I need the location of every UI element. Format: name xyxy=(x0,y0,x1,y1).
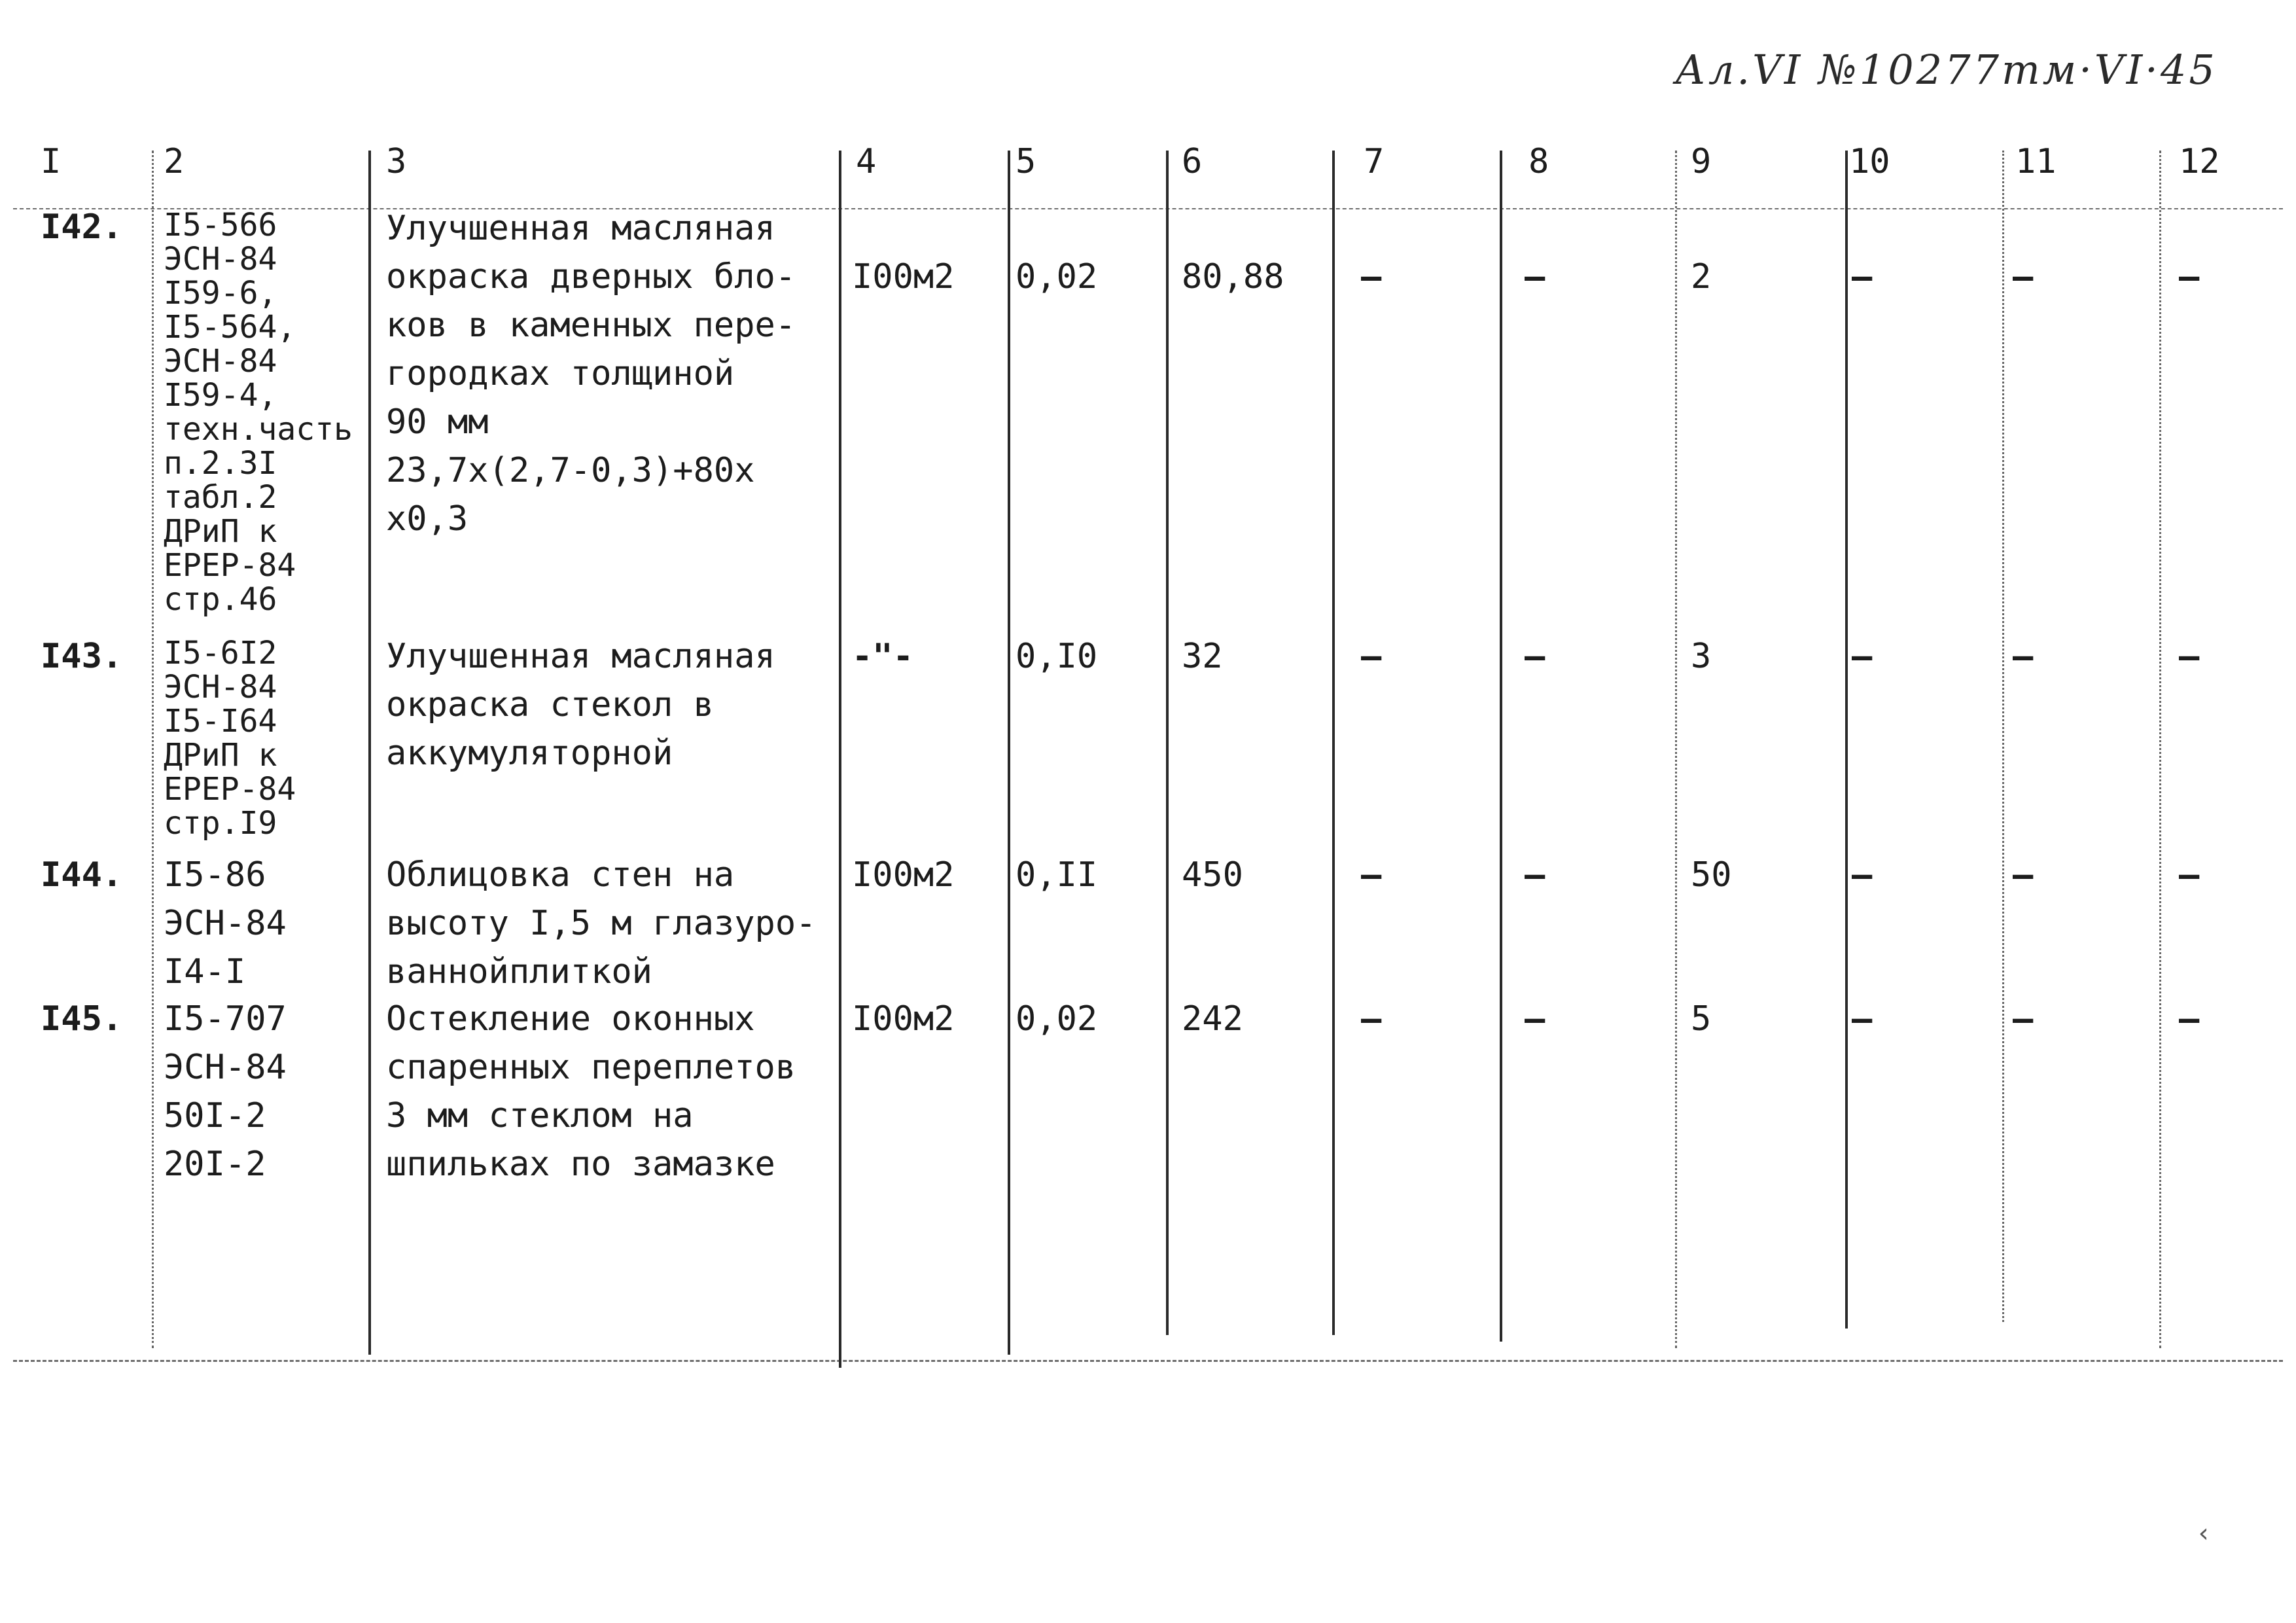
quantity-cell: 0,02 xyxy=(1016,257,1098,296)
col9-cell: 3 xyxy=(1691,637,1712,676)
col-header-5: 5 xyxy=(1016,142,1036,181)
ref-line: I5-707 xyxy=(164,999,287,1039)
reference-cell xyxy=(164,636,296,840)
col7-cell: – xyxy=(1361,637,1382,676)
ref-line: стр.I9 xyxy=(164,805,277,842)
col11-cell: – xyxy=(2013,637,2034,676)
scan-artifact: ‹ xyxy=(2196,1518,2212,1548)
desc-line: х0,3 xyxy=(386,499,468,539)
col12-cell: – xyxy=(2179,257,2200,296)
quantity-cell: 0,02 xyxy=(1016,999,1098,1039)
desc-line: Остекление оконных xyxy=(386,999,755,1039)
col7-cell: – xyxy=(1361,999,1382,1039)
col9-cell: 2 xyxy=(1691,257,1712,296)
ref-line: I59-4, xyxy=(164,377,277,414)
desc-line: окраска стекол в xyxy=(386,685,714,724)
row-number: I44. xyxy=(41,855,123,895)
ref-line: I59-6, xyxy=(164,275,277,312)
description-cell xyxy=(386,851,816,996)
ref-line: ЭСН-84 xyxy=(164,241,277,277)
desc-line: городках толщиной xyxy=(386,354,735,393)
col-header-9: 9 xyxy=(1691,142,1712,181)
reference-cell xyxy=(164,851,287,996)
ref-line: ЭСН-84 xyxy=(164,343,277,380)
desc-line: 3 мм стеклом на xyxy=(386,1096,694,1135)
ref-line: ЭСН-84 xyxy=(164,669,277,705)
col8-cell: – xyxy=(1525,999,1545,1039)
col8-cell: – xyxy=(1525,855,1545,895)
col12-cell: – xyxy=(2179,999,2200,1039)
bottom-rule xyxy=(13,1360,2283,1362)
handwritten-annotation: Ал.VI №10277тм·VI·45 xyxy=(1675,46,2217,94)
col10-cell: – xyxy=(1852,999,1873,1039)
col9-cell: 50 xyxy=(1691,855,1732,895)
description-cell xyxy=(386,632,775,777)
desc-line: Улучшенная масляная xyxy=(386,637,775,676)
col11-cell: – xyxy=(2013,855,2034,895)
ref-line: I5-I64 xyxy=(164,703,277,740)
column-divider-8 xyxy=(1675,151,1677,1348)
ref-line: п.2.3I xyxy=(164,445,277,482)
col7-cell: – xyxy=(1361,257,1382,296)
ref-line: ДРиП к xyxy=(164,513,277,550)
ref-line: I4-I xyxy=(164,952,246,991)
col10-cell: – xyxy=(1852,855,1873,895)
ref-line: 20I-2 xyxy=(164,1145,266,1184)
ref-line: 50I-2 xyxy=(164,1096,266,1135)
ref-line: ЕРЕР-84 xyxy=(164,771,296,808)
ref-line: ДРиП к xyxy=(164,737,277,774)
desc-line: спаренных переплетов xyxy=(386,1048,796,1087)
ref-line: техн.часть xyxy=(164,411,353,448)
col-header-6: 6 xyxy=(1182,142,1203,181)
quantity-cell: 0,II xyxy=(1016,855,1098,895)
ref-line: I5-86 xyxy=(164,855,266,895)
column-divider-9 xyxy=(1845,151,1848,1329)
desc-line: окраска дверных бло- xyxy=(386,257,796,296)
ref-line: I5-6I2 xyxy=(164,635,277,671)
column-divider-11 xyxy=(2159,151,2161,1348)
ref-line: I5-564, xyxy=(164,309,296,346)
desc-line: ков в каменных пере- xyxy=(386,306,796,345)
col-header-12: 12 xyxy=(2179,142,2220,181)
desc-line: 90 мм xyxy=(386,402,489,442)
value-cell: 80,88 xyxy=(1182,257,1284,296)
ref-line: ЭСН-84 xyxy=(164,1048,287,1087)
col11-cell: – xyxy=(2013,999,2034,1039)
row-number: I43. xyxy=(41,637,123,676)
value-cell: 32 xyxy=(1182,637,1223,676)
row-number: I42. xyxy=(41,207,123,247)
col10-cell: – xyxy=(1852,637,1873,676)
col-header-1: I xyxy=(41,142,62,181)
col12-cell: – xyxy=(2179,637,2200,676)
col7-cell: – xyxy=(1361,855,1382,895)
col-header-10: 10 xyxy=(1849,142,1890,181)
ref-line: I5-566 xyxy=(164,207,277,243)
header-rule xyxy=(13,208,2283,209)
value-cell: 242 xyxy=(1182,999,1243,1039)
desc-line: высоту I,5 м глазуро- xyxy=(386,904,817,943)
description-cell xyxy=(386,204,796,543)
column-divider-10 xyxy=(2002,151,2004,1322)
col-header-2: 2 xyxy=(164,142,185,181)
col8-cell: – xyxy=(1525,637,1545,676)
row-number: I45. xyxy=(41,999,123,1039)
ref-line: ЕРЕР-84 xyxy=(164,547,296,584)
desc-line: Улучшенная масляная xyxy=(386,209,775,248)
desc-line: ваннойплиткой xyxy=(386,952,652,991)
reference-cell xyxy=(164,208,353,616)
col9-cell: 5 xyxy=(1691,999,1712,1039)
column-divider-6 xyxy=(1332,151,1335,1335)
column-divider-7 xyxy=(1500,151,1502,1342)
unit-cell: I00м2 xyxy=(852,855,955,895)
col-header-4: 4 xyxy=(856,142,877,181)
desc-line: шпильках по замазке xyxy=(386,1145,775,1184)
column-divider-1 xyxy=(152,151,154,1348)
col11-cell: – xyxy=(2013,257,2034,296)
col-header-8: 8 xyxy=(1528,142,1549,181)
column-divider-5 xyxy=(1166,151,1169,1335)
column-divider-2 xyxy=(368,151,371,1355)
col8-cell: – xyxy=(1525,257,1545,296)
description-cell xyxy=(386,995,796,1188)
ref-line: стр.46 xyxy=(164,581,277,618)
col12-cell: – xyxy=(2179,855,2200,895)
col-header-7: 7 xyxy=(1364,142,1385,181)
desc-line: 23,7х(2,7-0,3)+80х xyxy=(386,451,755,490)
col10-cell: – xyxy=(1852,257,1873,296)
desc-line: Облицовка стен на xyxy=(386,855,735,895)
ref-line: табл.2 xyxy=(164,479,277,516)
value-cell: 450 xyxy=(1182,855,1243,895)
col-header-11: 11 xyxy=(2015,142,2057,181)
ref-line: ЭСН-84 xyxy=(164,904,287,943)
reference-cell xyxy=(164,995,287,1188)
column-divider-4 xyxy=(1008,151,1010,1355)
unit-cell: I00м2 xyxy=(852,257,955,296)
col-header-3: 3 xyxy=(386,142,407,181)
unit-cell: -"- xyxy=(852,637,913,676)
quantity-cell: 0,I0 xyxy=(1016,637,1098,676)
desc-line: аккумуляторной xyxy=(386,734,673,773)
unit-cell: I00м2 xyxy=(852,999,955,1039)
column-divider-3 xyxy=(839,151,841,1368)
